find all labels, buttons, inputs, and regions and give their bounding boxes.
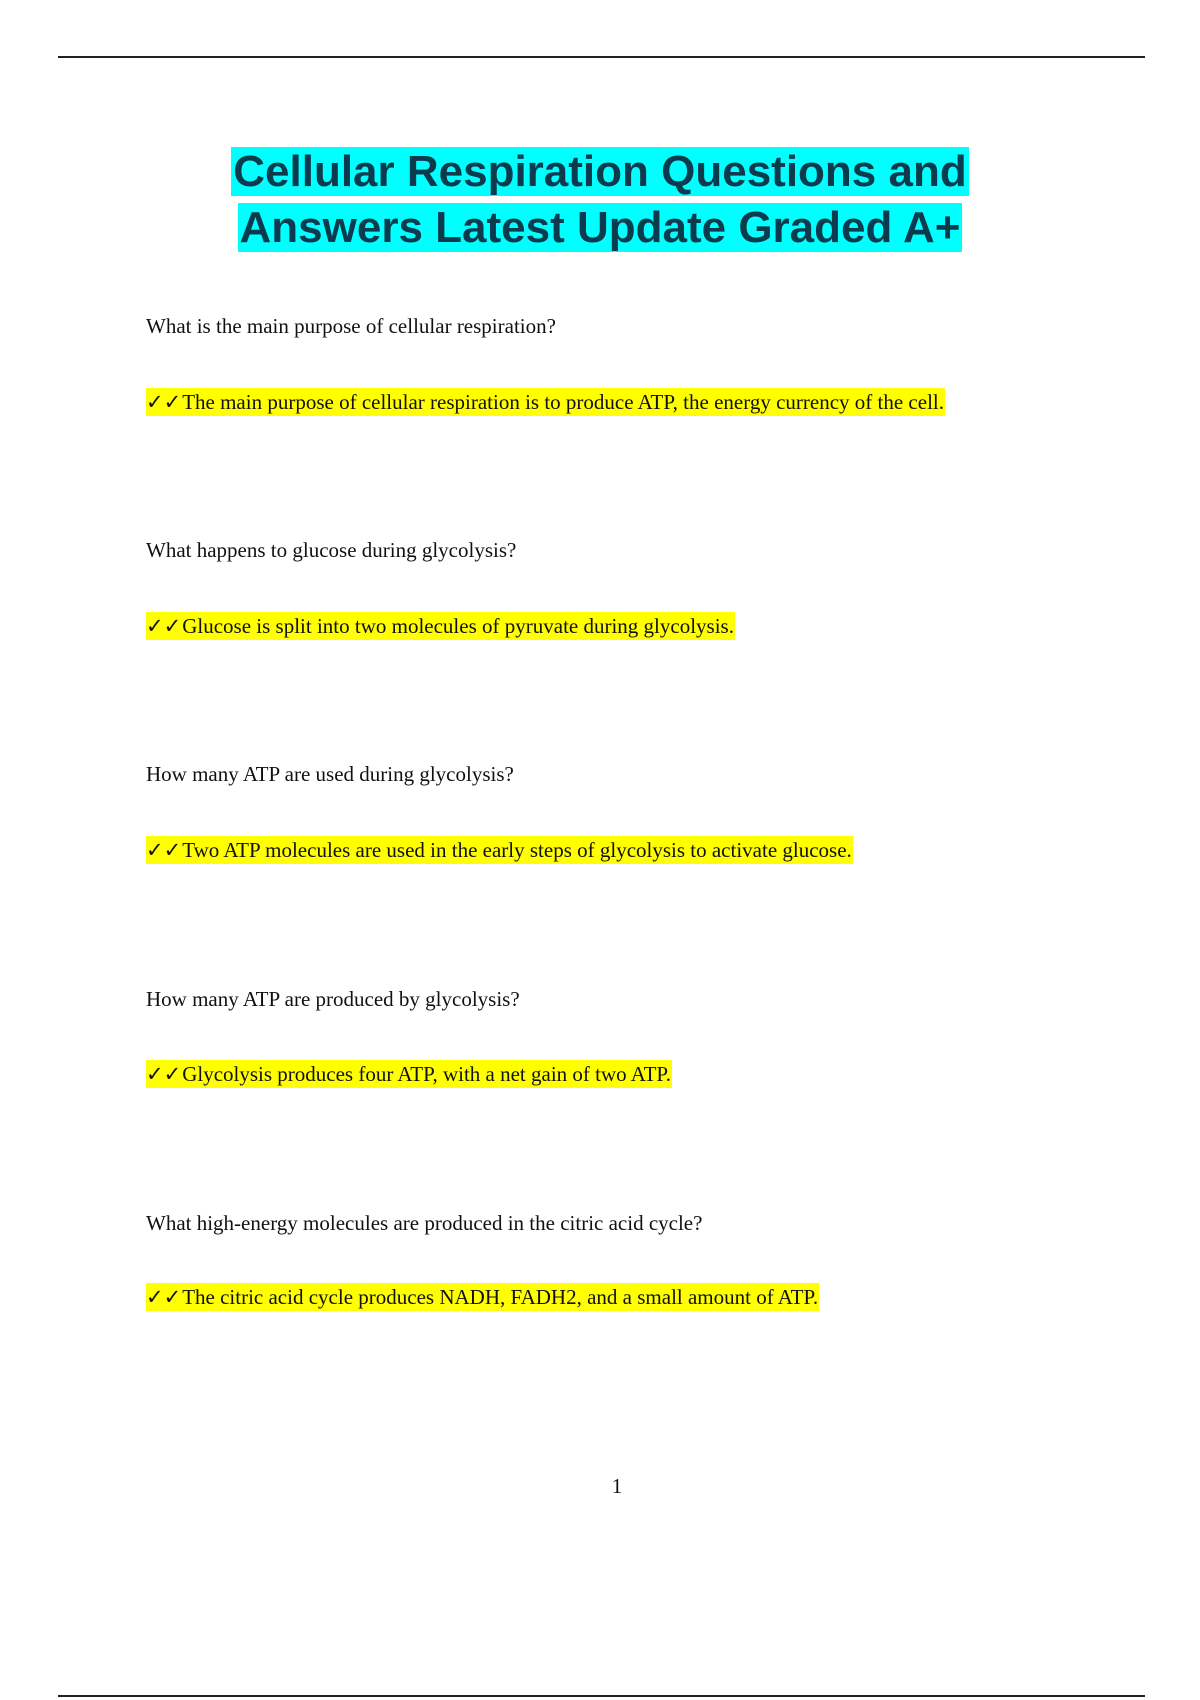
page-number: 1 [611,1474,623,1498]
answer-text-highlighted [146,612,735,640]
answer-text: The citric acid cycle produces NADH, FADH2, and a small amount of ATP. [182,1285,819,1309]
title-line-1: Cellular Respiration Questions and [233,147,967,196]
double-check-icon: ✓✓ [146,838,182,862]
title-line-2: Answers Latest Update Graded A+ [239,203,961,252]
double-check-icon: ✓✓ [146,1062,182,1086]
answer-text-highlighted [146,388,945,416]
answer-text: The main purpose of cellular respiration is to produce ATP, the energy currency of the cell. [182,390,944,414]
footer-rule [58,1695,1145,1697]
answer-text-highlighted [146,1060,672,1088]
question-text: What is the main purpose of cellular respiration? [146,314,556,338]
answer-text-highlighted [146,1283,819,1311]
question-text: What high-energy molecules are produced in the citric acid cycle? [146,1211,703,1235]
answer-text: Glycolysis produces four ATP, with a net gain of two ATP. [182,1062,672,1086]
header-rule [58,56,1145,58]
double-check-icon: ✓✓ [146,1285,182,1309]
question-text: How many ATP are produced by glycolysis? [146,987,520,1011]
double-check-icon: ✓✓ [146,390,182,414]
answer-text: Two ATP molecules are used in the early steps of glycolysis to activate glucose. [182,838,852,862]
document-title [0,144,1200,256]
question-text: How many ATP are used during glycolysis? [146,762,514,786]
question-text: What happens to glucose during glycolysis? [146,538,517,562]
answer-text-highlighted [146,836,853,864]
double-check-icon: ✓✓ [146,614,182,638]
answer-text: Glucose is split into two molecules of pyruvate during glycolysis. [182,614,734,638]
